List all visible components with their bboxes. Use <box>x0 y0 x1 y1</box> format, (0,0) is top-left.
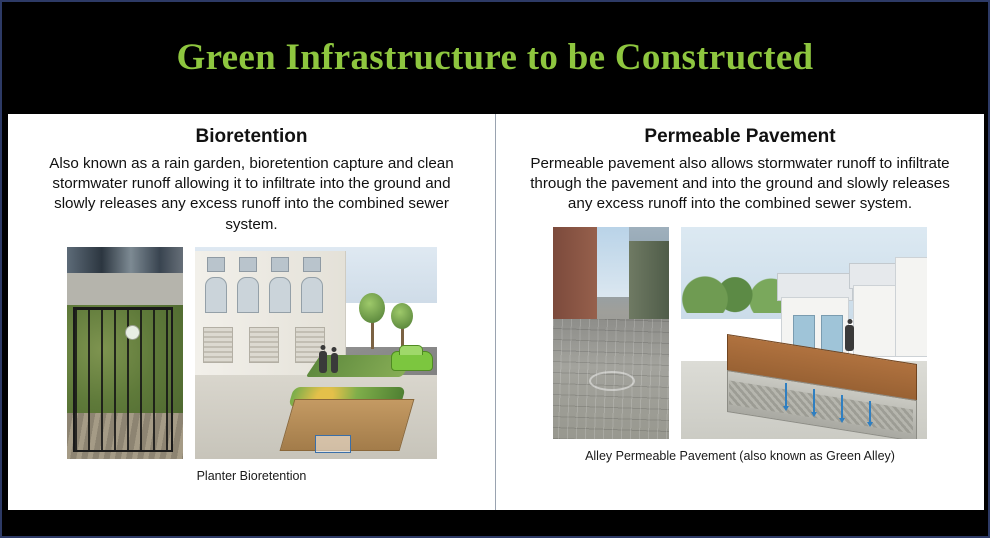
image-row-permeable-pavement <box>553 227 927 439</box>
content-card <box>8 114 984 514</box>
arched-window <box>237 277 259 313</box>
window <box>239 257 257 272</box>
stoop-steps <box>203 327 233 363</box>
utility-cart <box>315 435 351 453</box>
green-alley-cutaway-rendering <box>681 227 927 439</box>
stoop-steps <box>249 327 279 363</box>
pedestrian <box>331 353 338 373</box>
street-tree-canopy <box>359 293 385 323</box>
garage-door <box>821 315 843 353</box>
panel-description-permeable-pavement: Permeable pavement also allows stormwater runoff to infiltrate through the pavement and into the ground and slowly releases any excess runoff into the combined sewer system. <box>530 155 950 213</box>
house <box>895 257 927 357</box>
infiltration-arrow <box>785 383 787 407</box>
infiltration-arrow <box>869 401 871 423</box>
street-tree-canopy <box>391 303 413 329</box>
image-row-bioretention <box>67 247 437 459</box>
caption-permeable-pavement: Alley Permeable Pavement (also known as Green Alley) <box>585 448 895 463</box>
footer-bar <box>2 510 988 536</box>
panel-heading-permeable-pavement: Permeable Pavement <box>644 126 836 147</box>
pedestrian <box>319 351 327 373</box>
arched-window <box>269 277 291 313</box>
caption-bioretention: Planter Bioretention <box>196 468 307 483</box>
arched-window <box>205 277 227 313</box>
street-tree-trunk <box>371 319 374 349</box>
window <box>271 257 289 272</box>
infiltration-arrow <box>813 389 815 413</box>
paver-circle-medallion <box>589 371 635 391</box>
infiltration-arrow <box>841 395 843 419</box>
parked-cars <box>67 247 183 275</box>
panel-bioretention <box>8 114 496 514</box>
globe-light <box>125 325 140 340</box>
window <box>303 257 321 272</box>
panel-permeable-pavement <box>496 114 984 514</box>
sky <box>595 227 629 297</box>
panel-heading-bioretention: Bioretention <box>195 126 308 147</box>
green-car <box>391 351 433 371</box>
arched-window <box>301 277 323 313</box>
window <box>207 257 225 272</box>
page-title: Green Infrastructure to be Constructed <box>176 36 814 78</box>
pedestrian <box>845 325 854 351</box>
iron-fence <box>73 307 173 452</box>
sidewalk <box>67 273 183 307</box>
slide-title-bar <box>2 2 988 114</box>
streetscape-bioretention-rendering <box>195 247 437 459</box>
rain-garden-photo <box>67 247 183 459</box>
panel-description-bioretention: Also known as a rain garden, bioretention capture and clean stormwater runoff allowing it to infiltrate into the ground and slowly releases any excess runoff into the combined sewer system. <box>49 155 454 233</box>
alley-photo <box>553 227 669 439</box>
